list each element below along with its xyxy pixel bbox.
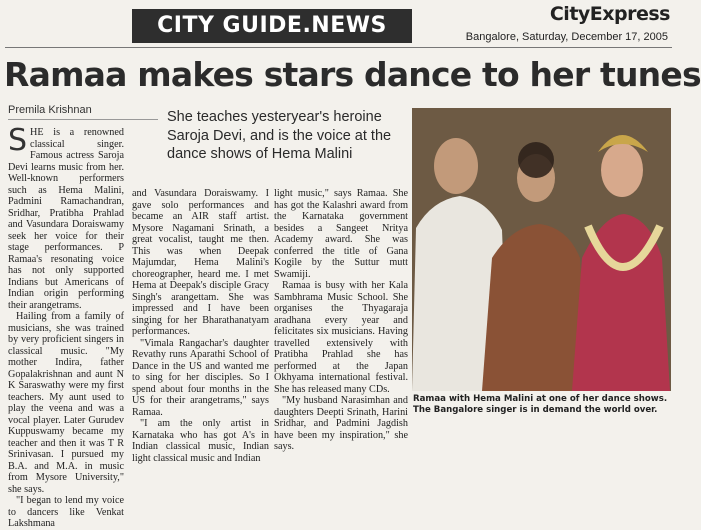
headline: Ramaa makes stars dance to her tunes (4, 55, 701, 94)
dateline: Bangalore, Saturday, December 17, 2005 (465, 31, 668, 43)
article-column-3 (274, 188, 408, 452)
photo-caption: Ramaa with Hema Malini at one of her dance shows. The Bangalore singer is in demand the world over. (413, 394, 668, 415)
article-paragraph: Ramaa is busy with her Kala Sambhrama Music School. She organises the Thyagaraja aradhana every year and felicitates six musicians. Having travelled extensively with Pratibha Prahlad she has performed at the Japan Okhyama international festival. She has released many CDs. (274, 280, 408, 395)
drop-cap: S (8, 123, 28, 158)
article-paragraph: SHE is a renowned classical singer. Famous actress Saroja Devi learns music from her. Well-known performers such as Hema Malini, Padmini Ramachandran, Sridhar, Pratibha Prahlad and Vasundara Doraiswamy seek her voice for their stage performances. P Ramaa's resonating voice has not only supported Indians but Americans of Indian origin performing their arangetrams. (8, 123, 124, 311)
header-rule (5, 47, 672, 48)
article-paragraph: light music," says Ramaa. She has got the Kalashri award from the Karnataka government besides a Sangeet Nritya Academy award. She was conferred the title of Gana Kogile by the Suttur mutt Swamiji. (274, 188, 408, 280)
article-paragraph: and Vasundara Doraiswamy. I gave solo performances and became an AIR staff artist. Mysore Nagamani Srinath, a great vocalist, taught me then. This was when Deepak Majumdar, Hema Malini's choreographer, heard me. I met Hema at Deepak's disciple Gracy Singh's arangettam. She was impressed and I have been singing for her Bharathanatyam performances. (132, 188, 269, 337)
standfirst: She teaches yesteryear's heroine Saroja Devi, and is the voice at the dance shows of Hema Malini (167, 109, 392, 162)
article-paragraph: "I began to lend my voice to dancers like Venkat Lakshmana (8, 495, 124, 529)
singer-hair (518, 142, 554, 178)
article-column-2 (132, 188, 269, 464)
photo-illustration (412, 108, 671, 391)
byline-rule (8, 119, 158, 120)
masthead-logo: CityExpress (549, 3, 670, 25)
article-paragraph: "My husband Narasimhan and daughters Deepti Srinath, Harini Sridhar, and Padmini Jagdish have been my inspiration," she says. (274, 395, 408, 452)
article-column-1 (8, 123, 124, 529)
section-label: CITY GUIDE.NEWS (157, 13, 387, 38)
article-paragraph: "I am the only artist in Karnataka who has got A's in Indian classical music, Indian light classical music and Indian (132, 418, 269, 464)
dancer-face (601, 143, 643, 197)
singer-head (434, 138, 478, 194)
byline: Premila Krishnan (8, 104, 92, 116)
article-paragraph: Hailing from a family of musicians, she was trained by very proficient singers in classical music. "My mother Indira, father Gopalakrishnan and aunt N K Saraswathy were my first teachers. My aunt used to play the veena and was a vocal player. Later Gurudev Kuppuswamy became my teacher and then it was T R Srinivasan. I pursued my B.A. and M.A. in music from Mysore University," she says. (8, 311, 124, 495)
article-photo (412, 108, 671, 391)
article-paragraph: "Vimala Rangachar's daughter Revathy runs Aparathi School of Dance in the US and wanted me to sing for her disciples. So I spend about four months in the US for their arangetrams," says Ramaa. (132, 337, 269, 418)
